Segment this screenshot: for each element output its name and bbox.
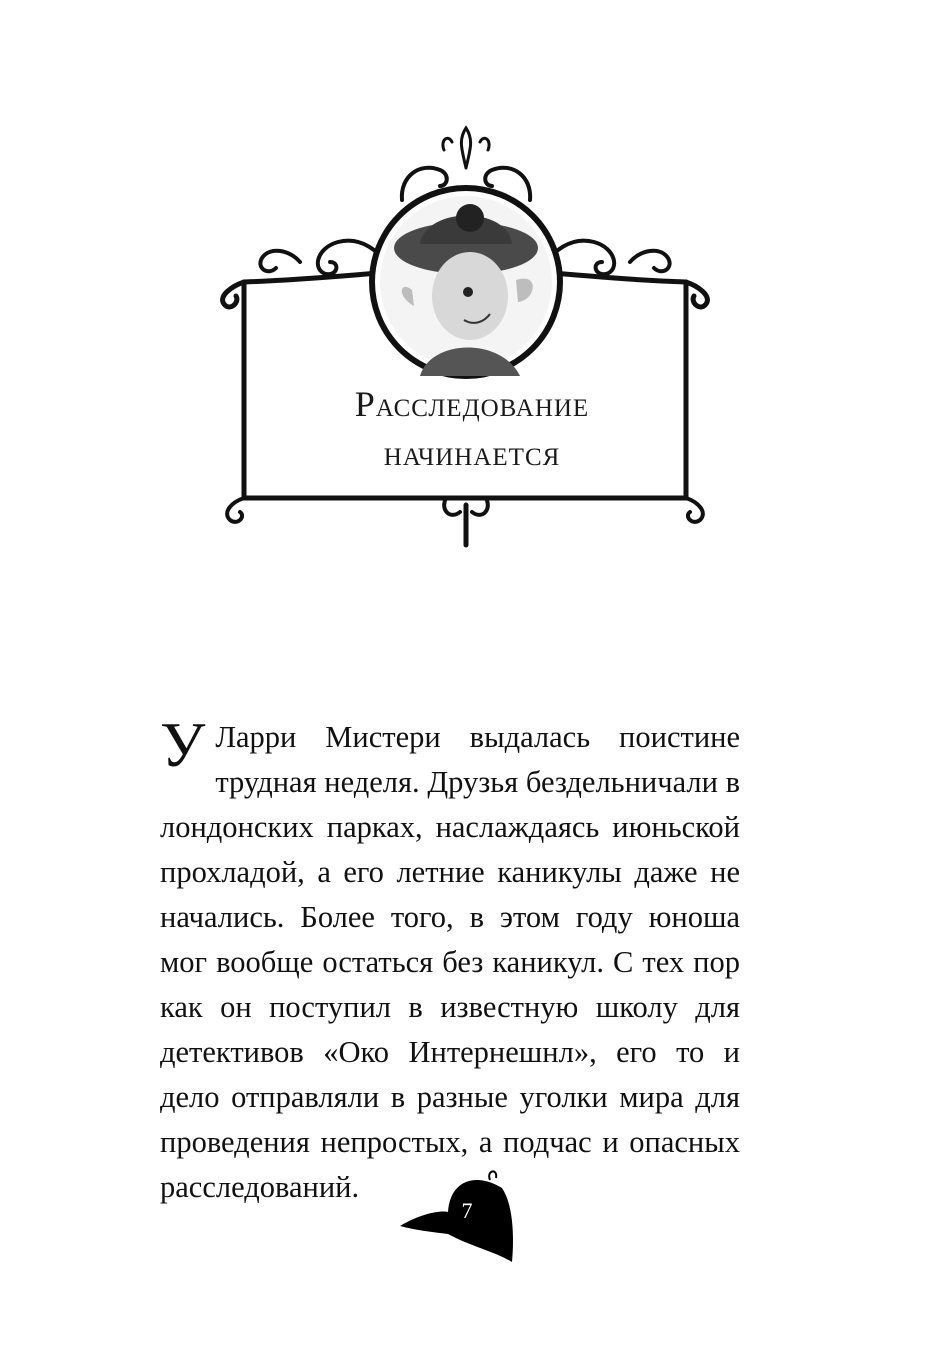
left-scroll [223,282,244,307]
body-paragraph [160,709,740,1210]
chapter-title-line1: Расследование [354,384,590,424]
page-number: 7 [461,1198,473,1223]
paragraph-text: Ларри Мистери выдалась поистине трудная неделя. Друзья бездельничали в лондонских парках, наслаждаясь июньской прохладой, а его летние каникулы даже не начались. Более того, в этом году юноша мог вообще остаться без каникул. С тех пор как он поступил в известную школу для детективов «Око Интернешнл», его то и дело отправляли в разные уголки мира для проведения непростых, а подчас и опасных расследований. [160,720,740,1204]
drop-cap: У [160,709,206,780]
chapter-title-line2: начинается [383,433,561,473]
chapter-title [262,380,682,478]
portrait-medallion [372,188,560,376]
right-scroll [686,282,707,307]
